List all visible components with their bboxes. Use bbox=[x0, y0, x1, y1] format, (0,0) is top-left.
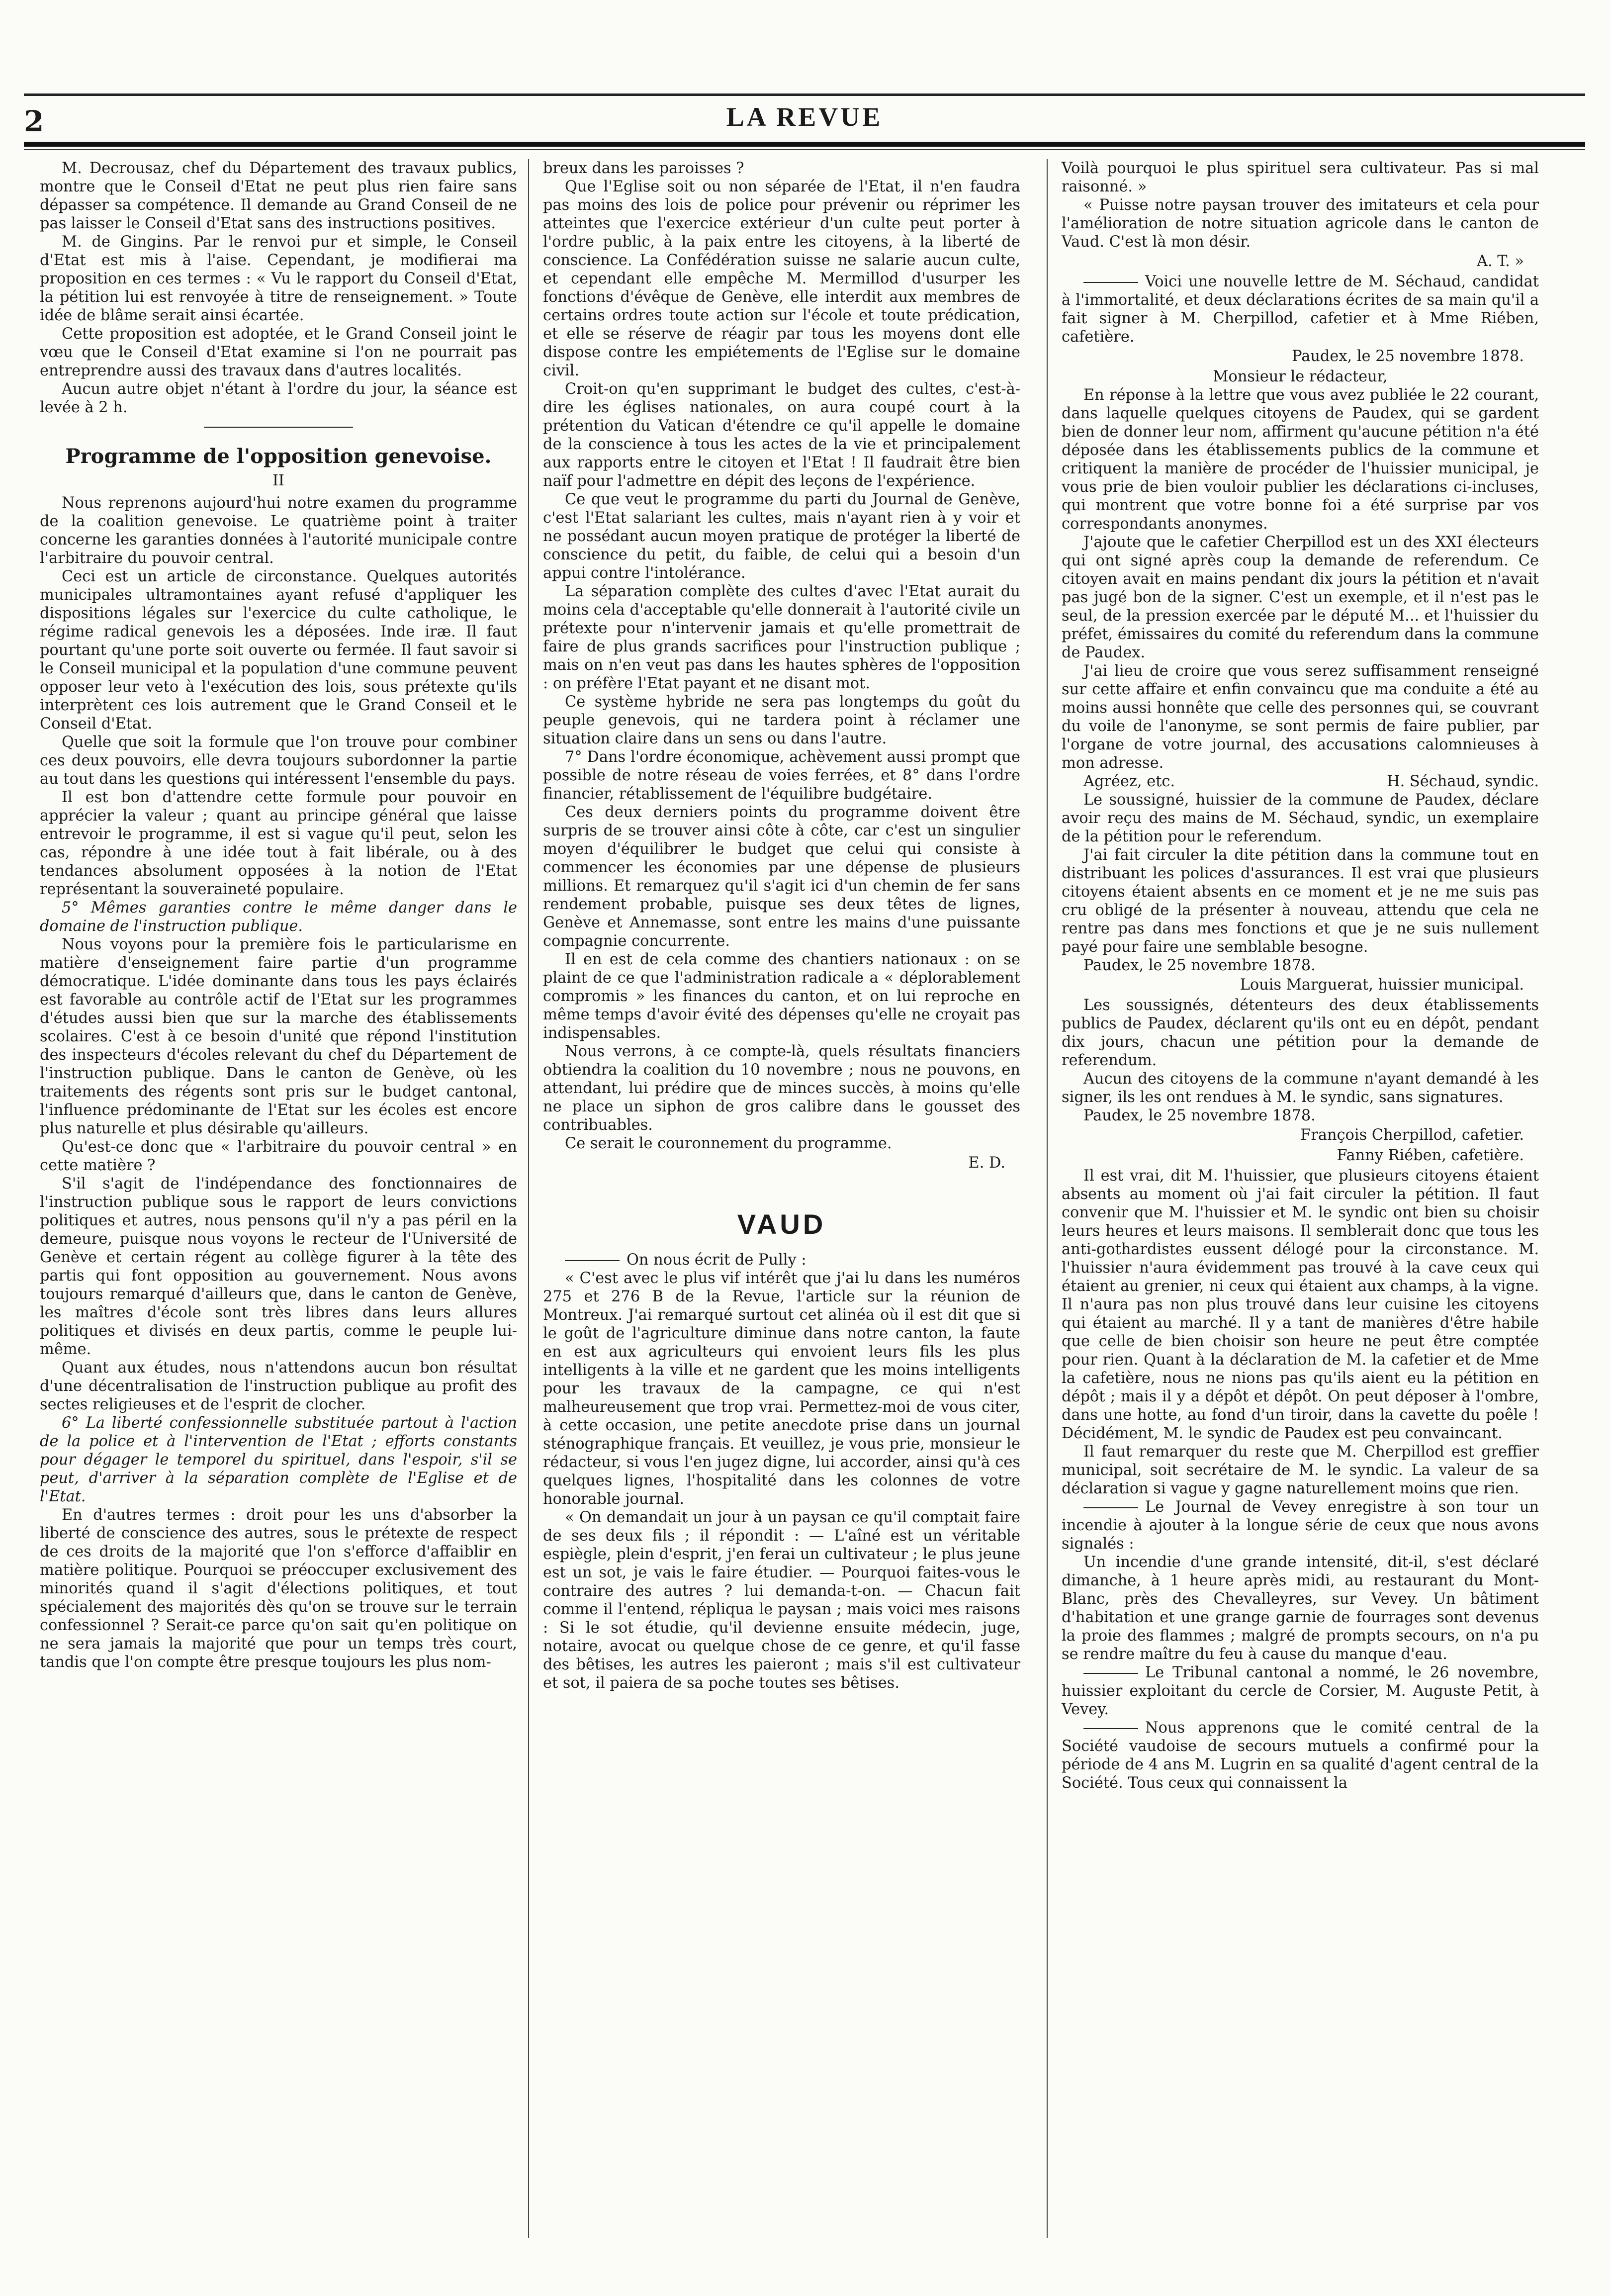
paragraph bbox=[1062, 273, 1539, 346]
paragraph: 5° Mêmes garanties contre le même danger dans le domaine de l'instruction publique. bbox=[40, 899, 517, 935]
paragraph: Nous verrons, à ce compte-là, quels résultats financiers obtiendra la coalition du 10 novembre ; nous ne pouvons, en attendant, lui prédire que de minces succès, à moins qu'elle ne place un siphon de gros calibre dans le gousset des contribuables. bbox=[543, 1043, 1020, 1134]
paragraph: Que l'Eglise soit ou non séparée de l'Etat, il n'en faudra pas moins des lois de police pour prévenir ou réprimer les atteintes que l'exercice extérieur d'un culte peut porter à l'ordre public, à la paix entre les citoyens, à la liberté de conscience. La Confédération suisse ne salarie aucun culte, et cependant elle empêche M. Mermillod d'usurper les fonctions d'évêque de Genève, elle interdit aux membres de certains ordres toute action sur l'école et toute prédication, et elle se réserve de réagir par tous les moyens dont elle dispose contre les empiétements de l'Eglise sur le domaine civil. bbox=[543, 178, 1020, 379]
paragraph-text: Le Journal de Vevey enregistre à son tour un incendie à ajouter à la longue série de ceux que nous avons signalés : bbox=[1062, 1498, 1539, 1553]
paragraph: Ce que veut le programme du parti du Journal de Genève, c'est l'Etat salariant les cultes, mais n'ayant rien à y voir et ne possédant aucun moyen pratique de protéger la liberté de conscience du petit, du faible, de celui qui a besoin d'un appui contre l'intolérance. bbox=[543, 491, 1020, 582]
paragraph: Cette proposition est adoptée, et le Grand Conseil joint le vœu que le Conseil d'Etat examine si l'on ne pourrait pas entreprendre aussi des travaux dans d'autres localités. bbox=[40, 325, 517, 379]
letter-salutation: Monsieur le rédacteur, bbox=[1213, 368, 1388, 385]
column-1 bbox=[40, 159, 517, 1671]
paragraph: breux dans les paroisses ? bbox=[543, 160, 744, 177]
paragraph: Croit-on qu'en supprimant le budget des cultes, c'est-à-dire les églises nationales, on aura coupé court à la prétention du Vatican d'étendre ce qu'il appelle le domaine de la conscience à tous les actes de la vie et principalement aux rapports entre le citoyen et l'Etat ! Il faudrait être bien naïf pour l'admettre en dépit des leçons de l'expérience. bbox=[543, 380, 1020, 490]
column-2 bbox=[543, 159, 1020, 1692]
paragraph: Qu'est-ce donc que « l'arbitraire du pouvoir central » en cette matière ? bbox=[40, 1138, 517, 1174]
paragraph: La séparation complète des cultes d'avec l'Etat aurait du moins cela d'acceptable qu'elle donnerait à l'autorité civile un prétexte pour n'intervenir jamais et qu'elle promettrait de faire de plus grands sacrifices pour l'instruction publique ; mais on n'en veut pas dans les hautes sphères de l'opposition : on préfère l'Etat payant et ne disant mot. bbox=[543, 583, 1020, 692]
signature-sechaud: H. Séchaud, syndic. bbox=[1387, 773, 1539, 790]
paragraph: Aucun des citoyens de la commune n'ayant demandé à les signer, ils les ont rendues à M. le syndic, sans signatures. bbox=[1062, 1070, 1539, 1106]
paragraph: Un incendie d'une grande intensité, dit-il, s'est déclaré dimanche, à 1 heure après midi, au restaurant du Mont-Blanc, près des Chevalleyres, sur Vevey. Un bâtiment d'habitation et une grange garnie de fourrages sont devenus la proie des flammes ; malgré de prompts secours, on n'a pu se rendre maître du feu à cause du manque d'eau. bbox=[1062, 1554, 1539, 1663]
paragraph: Ce serait le couronnement du programme. bbox=[565, 1135, 892, 1152]
paragraph: Il est vrai, dit M. l'huissier, que plusieurs citoyens étaient absents au moment où j'ai fait circuler la pétition. Il faut convenir que M. l'huissier et M. le syndic ont bien su choisir leurs heures et leurs maisons. Il semblerait donc que tous les anti-gothardistes eussent délogé pour la circonstance. M. l'huissier n'aura évidemment pas trouvé à la cave ceux qui étaient au grenier, ni ceux qui étaient aux champs, à la vigne. Il n'aura pas non plus trouvé dans leur cuisine les citoyens qui étaient au marché. Il y a tant de manières d'être habile que celle de bien choisir son heure ne peut être comptée pour rien. Quant à la déclaration de M. la cafetier et de Mme la cafetière, nous ne nions pas qu'ils aient eu la pétition en dépôt ; mais il y a dépôt et dépôt. On peut déposer à l'ombre, dans une hotte, au fond d'un tiroir, dans la cavette du poêle ! Décidément, M. le syndic de Paudex est peu convaincant. bbox=[1062, 1167, 1539, 1442]
paragraph-text: Le Tribunal cantonal a nommé, le 26 novembre, huissier exploitant du cercle de Corsier, M. Auguste Petit, à Vevey. bbox=[1062, 1664, 1539, 1718]
paragraph bbox=[1062, 1498, 1539, 1553]
paragraph: Aucun autre objet n'étant à l'ordre du jour, la séance est levée à 2 h. bbox=[40, 380, 517, 416]
em-dash-rule bbox=[565, 1260, 620, 1261]
paragraph: Ces deux derniers points du programme doivent être surpris de se trouver ainsi côte à côte, car c'est un singulier moyen d'équilibrer le budget que celui qui consiste à commencer les économies par une dépense de plusieurs millions. Et remarquez qu'il s'agit ici d'un chemin de fer sans rendement probable, puisque ses deux têtes de lignes, Genève et Annemasse, sont entre les mains d'une puissante compagnie concurrente. bbox=[543, 804, 1020, 950]
paragraph-text: Voici une nouvelle lettre de M. Séchaud, candidat à l'immortalité, et deux déclarations écrites de sa main qu'il a fait signer à M. Cherpillod, cafetier et à Mme Riében, cafetière. bbox=[1062, 273, 1539, 346]
paragraph: En d'autres termes : droit pour les uns d'absorber la liberté de conscience des autres, sous le prétexte de respect de ces droits de la majorité que l'on s'efforce d'affaiblir en matière politique. Pourquoi se préoccuper exclusivement des minorités quand il s'agit d'élections politiques, et tout spécialement des majorités dès qu'on se trouve sur le terrain confessionnel ? Serait-ce parce qu'on sait qu'en politique on ne sera jamais la majorité que pour un temps très court, tandis que l'on compte être presque toujours les plus nom- bbox=[40, 1506, 517, 1671]
page-header bbox=[24, 104, 1585, 139]
header-rule bbox=[24, 142, 1585, 147]
column-divider bbox=[1047, 159, 1048, 2238]
paragraph: S'il s'agit de l'indépendance des fonctionnaires de l'instruction publique sous le rapport de leurs convictions politiques et autres, nous pensons qu'il n'y a pas péril en la demeure, puisque nous voyons le recteur de l'Université de Genève et certain régent au collège figurer à la tête des partis qui font opposition au gouvernement. Nous avons toujours remarqué d'ailleurs que, dans le canton de Genève, les maîtres d'école sont très libres dans leurs allures politiques et divisés en deux partis, comme le peuple lui-même. bbox=[40, 1175, 517, 1358]
header-rule-thin bbox=[24, 149, 1585, 150]
paragraph: Paudex, le 25 novembre 1878. bbox=[1083, 957, 1316, 974]
em-dash-rule bbox=[1083, 282, 1138, 283]
paragraph bbox=[543, 1251, 1020, 1269]
paragraph: « Puisse notre paysan trouver des imitateurs et cela pour l'amélioration de notre situation agricole dans le canton de Vaud. C'est là mon désir. bbox=[1062, 196, 1539, 251]
paragraph: 6° La liberté confessionnelle substituée partout à l'action de la police et à l'intervention de l'Etat ; efforts constants pour dégager le temporel du spirituel, dans l'espoir, s'il se peut, d'arriver à la séparation complète de l'Eglise et de l'Etat. bbox=[40, 1414, 517, 1505]
paragraph: Il est bon d'attendre cette formule pour pouvoir en apprécier la valeur ; quant au principe général que laisse entrevoir le programme, il est si vague qu'il peut, selon les cas, répondre à une idée tout à fait libérale, ou à des tendances absolument opposées à la notion de l'Etat représentant la souveraineté populaire. bbox=[40, 789, 517, 898]
paragraph: « On demandait un jour à un paysan ce qu'il comptait faire de ses deux fils ; il répondit : — L'aîné est un véritable espiègle, plein d'esprit, j'en ferai un cultivateur ; le plus jeune est un sot, je vais le faire étudier. — Pourquoi faites-vous le contraire des autres ? lui demanda-t-on. — Chacun fait comme il l'entend, répliqua le paysan ; mais voici mes raisons : Si le sot étudie, qu'il devienne ensuite médecin, juge, notaire, avocat ou quelque chose de ce genre, et qu'il fasse des bêtises, les autres les paieront ; mais s'il est cultivateur et sot, il paiera de sa poche toutes ses bêtises. bbox=[543, 1509, 1020, 1692]
paragraph: 7° Dans l'ordre économique, achèvement aussi prompt que possible de notre réseau de voies ferrées, et 8° dans l'ordre financier, rétablissement de l'équilibre budgétaire. bbox=[543, 748, 1020, 803]
letter-closing bbox=[1062, 772, 1539, 791]
paragraph: Quelle que soit la formule que l'on trouve pour combiner ces deux pouvoirs, elle devra toujours subordonner la partie au tout dans les questions qui intéressent l'ensemble du pays. bbox=[40, 734, 517, 788]
paragraph: Quant aux études, nous n'attendons aucun bon résultat d'une décentralisation de l'instruction publique au profit des sectes religieuses et de l'esprit de clocher. bbox=[40, 1359, 517, 1413]
em-dash-rule bbox=[1083, 1673, 1138, 1674]
author-initials: E. D. bbox=[968, 1154, 1005, 1172]
section-separator bbox=[204, 427, 353, 428]
signature-cherpillod: François Cherpillod, cafetier. bbox=[1300, 1126, 1524, 1144]
paragraph-text: On nous écrit de Pully : bbox=[626, 1251, 806, 1269]
paragraph: Nous voyons pour la première fois le particularisme en matière d'enseignement faire partie d'un programme démocratique. L'idée dominante dans tous les pays éclairés est favorable au contrôle actif de l'Etat sur les programmes d'études aussi bien que sur la marche des établissements scolaires. C'est à ce besoin d'unité que répond l'institution des inspecteurs d'écoles relevant du chef du Département de l'instruction publique. Dans le canton de Genève, où les traitements des régents sont pris sur le budget cantonal, l'influence prédominante de l'Etat sur les écoles est encore plus naturelle et plus désirable qu'ailleurs. bbox=[40, 936, 517, 1137]
paragraph: Voilà pourquoi le plus spirituel sera cultivateur. Pas si mal raisonné. » bbox=[1062, 160, 1539, 195]
paragraph: « C'est avec le plus vif intérêt que j'ai lu dans les numéros 275 et 276 B de la Revue, l'article sur la réunion de Montreux. J'ai remarqué surtout cet alinéa où il est dit que si le goût de l'agriculture diminue dans notre canton, la faute en est aux agriculteurs qui envoient leurs fils les plus intelligents à la ville et ne gardent que les moins intelligents pour les travaux de la campagne, ce qui n'est malheureusement que trop vrai. Permettez-moi de vous citer, à cette occasion, une petite anecdote prise dans un journal sténographique français. Et veuillez, je vous prie, monsieur le rédacteur, si vous l'en jugez digne, lui accorder, ainsi qu'à ces quelques lignes, l'hospitalité dans les colonnes de votre honorable journal. bbox=[543, 1270, 1020, 1508]
paragraph: Les soussignés, détenteurs des deux établissements publics de Paudex, déclarent qu'ils ont eu en dépôt, pendant dix jours, chacun une pétition pour la demande de referendum. bbox=[1062, 997, 1539, 1069]
paragraph: J'ai fait circuler la dite pétition dans la commune tout en distribuant les polices d'assurances. Il est vrai que plusieurs citoyens étaient absents en ce moment et je ne me suis pas cru obligé de la présenter à nouveau, attendu que cela ne rentre pas dans mes fonctions et que je ne suis nullement payé pour faire une semblable besogne. bbox=[1062, 846, 1539, 956]
paragraph: Il en est de cela comme des chantiers nationaux : on se plaint de ce que l'administration radicale a « déplorablement compromis » les finances du canton, et on lui reproche en même temps d'avoir évité des dépenses qu'elle ne croyait pas indispensables. bbox=[543, 951, 1020, 1042]
signature-marguerat: Louis Marguerat, huissier municipal. bbox=[1240, 976, 1524, 994]
article-heading: Programme de l'opposition genevoise. bbox=[65, 445, 492, 468]
paragraph-text: Nous apprenons que le comité central de la Société vaudoise de secours mutuels a confirmé pour la période de 4 ans M. Lugrin en sa qualité d'agent central de la Société. Tous ceux qui connaissent la bbox=[1062, 1719, 1539, 1792]
paragraph: Paudex, le 25 novembre 1878. bbox=[1083, 1107, 1316, 1124]
paragraph: J'ai lieu de croire que vous serez suffisamment renseigné sur cette affaire et enfin convaincu que ma conduite a été au moins aussi honnête que celle des personnes qui, se couvrant du voile de l'anonyme, se sont permis de faire publier, par l'organe de votre journal, des accusations calomnieuses à mon adresse. bbox=[1062, 662, 1539, 772]
top-rule bbox=[24, 93, 1585, 96]
paragraph: Nous reprenons aujourd'hui notre examen du programme de la coalition genevoise. Le quatrième point à traiter concerne les garanties données à l'autorité municipale contre l'arbitraire du pouvoir central. bbox=[40, 494, 517, 567]
paragraph: Le soussigné, huissier de la commune de Paudex, déclare avoir reçu des mains de M. Séchaud, syndic, un exemplaire de la pétition pour le referendum. bbox=[1062, 791, 1539, 845]
signature-rieben: Fanny Riében, cafetière. bbox=[1337, 1147, 1524, 1164]
author-initials: A. T. » bbox=[1477, 253, 1524, 270]
paragraph: Ceci est un article de circonstance. Quelques autorités municipales ultramontaines ayant refusé d'appliquer les dispositions légales sur l'exercice du culte catholique, le régime radical genevois les a déposées. Inde iræ. Il faut pourtant qu'une porte soit ouverte ou fermée. Il faut savoir si le Conseil municipal et la population d'une commune peuvent opposer leur veto à l'exécution des lois, sous prétexte qu'ils interprètent ces lois autrement que le Grand Conseil et le Conseil d'Etat. bbox=[40, 568, 517, 733]
paragraph: M. de Gingins. Par le renvoi pur et simple, le Conseil d'Etat est mis à l'aise. Cependant, je modifierai ma proposition en ces termes : « Vu le rapport du Conseil d'Etat, la pétition lui est renvoyée à titre de renseignement. » Toute idée de blâme serait ainsi écartée. bbox=[40, 233, 517, 324]
section-heading-vaud: VAUD bbox=[737, 1208, 826, 1240]
page-number: 2 bbox=[24, 104, 44, 138]
column-divider bbox=[528, 159, 529, 2238]
letter-place-date: Paudex, le 25 novembre 1878. bbox=[1292, 348, 1524, 365]
paragraph: Ce système hybride ne sera pas longtemps du goût du peuple genevois, qui ne tardera point à réclamer une situation claire dans un sens ou dans l'autre. bbox=[543, 693, 1020, 747]
em-dash-rule bbox=[1083, 1728, 1138, 1729]
paragraph bbox=[1062, 1663, 1539, 1719]
paragraph: En réponse à la lettre que vous avez publiée le 22 courant, dans laquelle quelques citoyens de Paudex, qui se gardent bien de donner leur nom, affirment qu'aucune pétition n'a été déposée dans les établissements publics de la commune et critiquent la manière de procéder de l'huissier municipal, je vous prie de bien vouloir publier les déclarations ci-incluses, qui montrent que votre bonne foi a été surprise par vos correspondants anonymes. bbox=[1062, 386, 1539, 533]
closing-text: Agréez, etc. bbox=[1083, 773, 1175, 790]
em-dash-rule bbox=[1083, 1507, 1138, 1508]
paragraph: M. Decrousaz, chef du Département des travaux publics, montre que le Conseil d'Etat ne peut plus rien faire sans dépasser sa compétence. Il demande au Grand Conseil de ne pas laisser le Conseil d'Etat sans des instructions positives. bbox=[40, 160, 517, 232]
masthead-title: LA REVUE bbox=[726, 102, 883, 132]
column-3 bbox=[1062, 159, 1539, 1792]
paragraph: Il faut remarquer du reste que M. Cherpillod est greffier municipal, soit secrétaire de M. le syndic. La valeur de sa déclaration si vague y gagne naturellement moins que rien. bbox=[1062, 1443, 1539, 1497]
article-part-number: II bbox=[272, 472, 284, 489]
paragraph: J'ajoute que le cafetier Cherpillod est un des XXI électeurs qui ont signé après coup la demande de referendum. Ce citoyen avait en mains pendant dix jours la pétition et n'avait pas jugé bon de la signer. C'est un exemple, et il n'est pas le seul, de la pression exercée par le député M... et l'huissier du préfet, émissaires du comité du referendum dans la commune de Paudex. bbox=[1062, 534, 1539, 661]
paragraph bbox=[1062, 1719, 1539, 1792]
